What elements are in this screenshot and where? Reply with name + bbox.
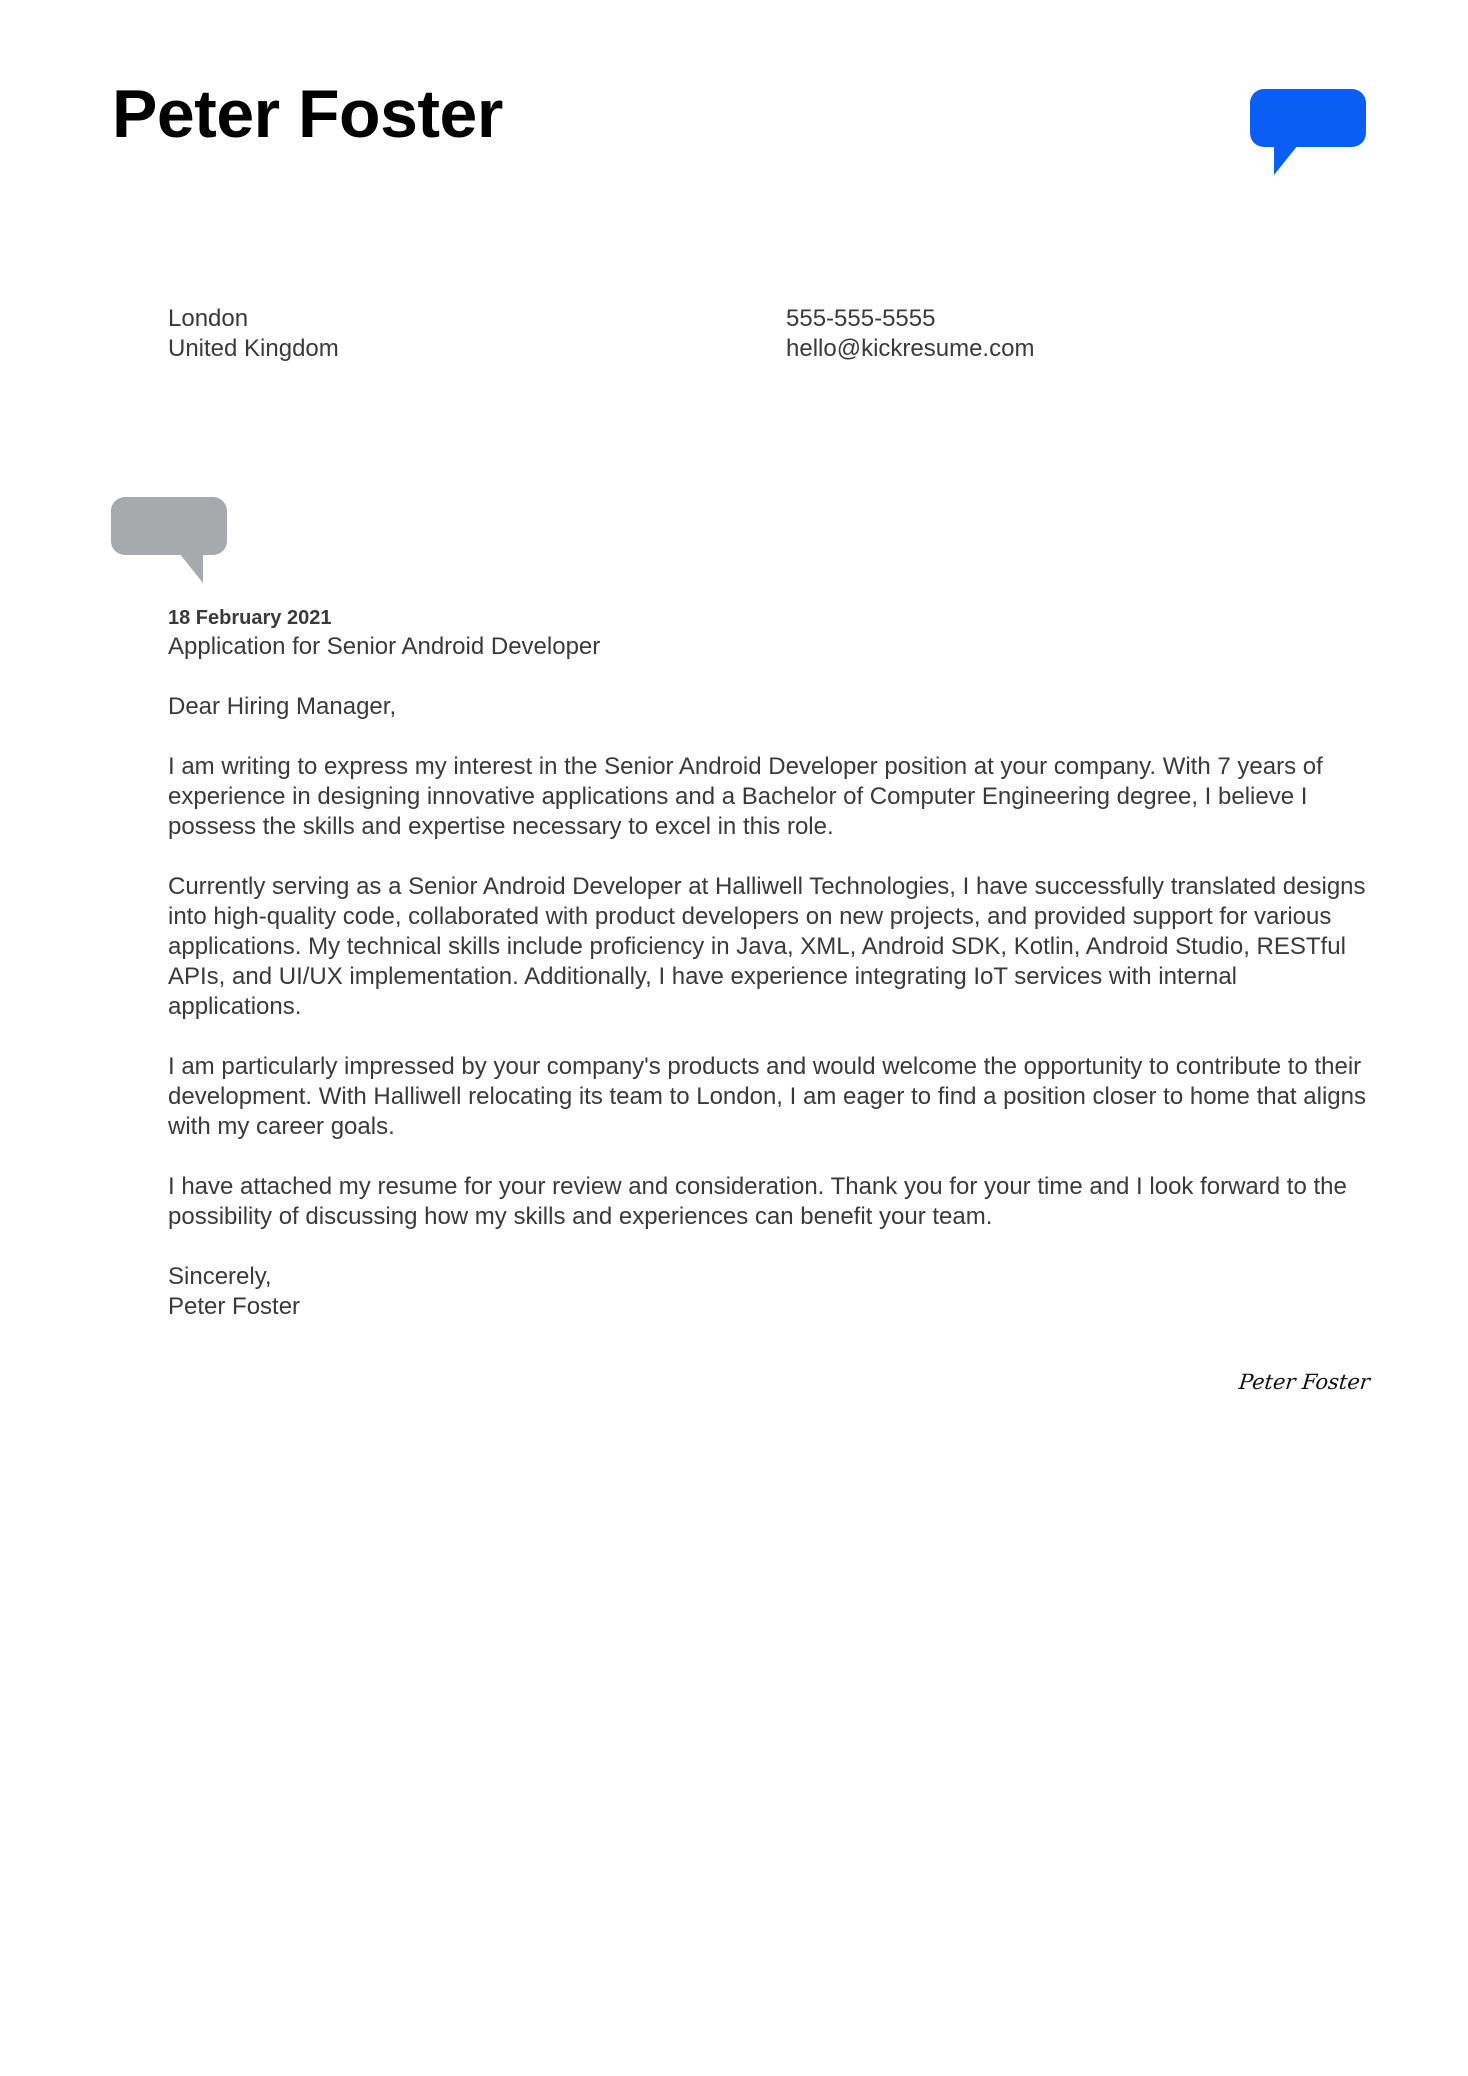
address-block — [168, 304, 339, 364]
closing-phrase: Sincerely, — [168, 1263, 272, 1290]
handwritten-signature: Peter Foster — [1237, 1370, 1372, 1394]
country: United Kingdom — [168, 335, 339, 362]
closing-name: Peter Foster — [168, 1293, 301, 1320]
paragraph-4: I have attached my resume for your review and consideration. Thank you for your time and I look forward to the possibility of discussing how my skills and experiences can benefit your team. — [168, 1173, 1347, 1230]
letter-date: 18 February 2021 — [168, 607, 332, 629]
letter-closing — [168, 1262, 1368, 1322]
paragraph-1: I am writing to express my interest in the Senior Android Developer position at your company. With 7 years of experience in designing innovative applications and a Bachelor of Computer Engineering degree, I believe I possess the skills and expertise necessary to excel in this role. — [168, 753, 1323, 840]
paragraph-2: Currently serving as a Senior Android Developer at Halliwell Technologies, I have successfully translated designs into high-quality code, collaborated with product developers on new projects, and provided support for various applications. My technical skills include proficiency in Java, XML, Android SDK, Kotlin, Android Studio, RESTful APIs, and UI/UX implementation. Additionally, I have experience integrating IoT services with internal applications. — [168, 873, 1366, 1020]
letter-greeting: Dear Hiring Manager, — [168, 693, 397, 720]
applicant-name: Peter Foster — [112, 76, 503, 152]
speech-bubble-icon-gray — [111, 497, 227, 583]
email-address: hello@kickresume.com — [786, 335, 1035, 362]
paragraph-3: I am particularly impressed by your company's products and would welcome the opportunity to contribute to their development. With Halliwell relocating its team to London, I am eager to find a position closer to home that aligns with my career goals. — [168, 1053, 1366, 1140]
contact-block — [786, 304, 1034, 364]
letter-body — [168, 604, 1368, 1322]
speech-bubble-icon — [1250, 89, 1366, 175]
phone-number: 555-555-5555 — [786, 305, 936, 332]
city: London — [168, 305, 249, 332]
letter-subject: Application for Senior Android Developer — [168, 633, 601, 660]
